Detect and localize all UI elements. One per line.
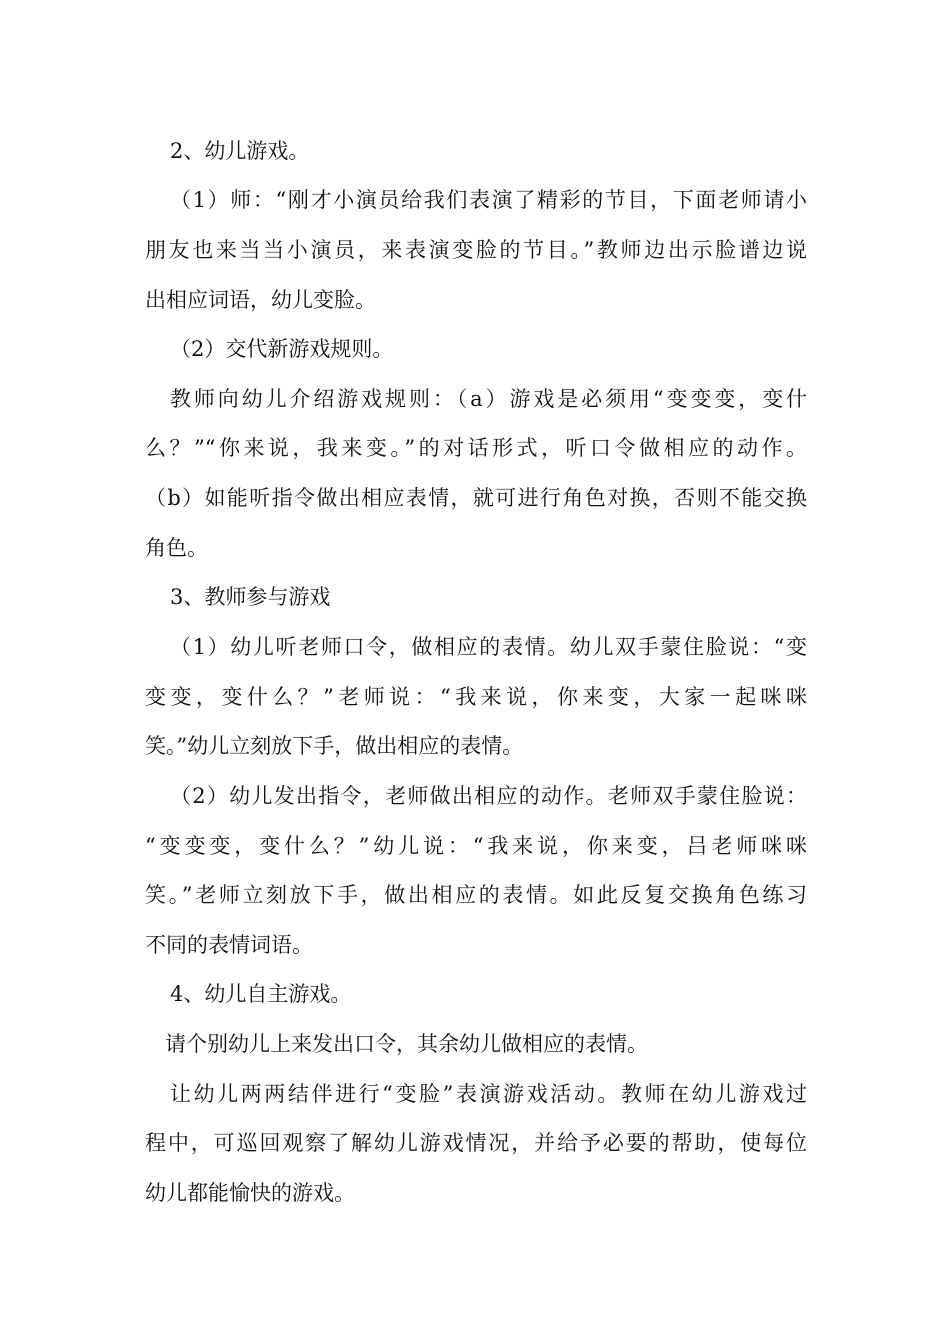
text-line: 笑。”老师立刻放下手，做出相应的表情。如此反复交换角色练习 xyxy=(145,883,807,907)
text-line: （b）如能听指令做出相应表情，就可进行角色对换，否则不能交换 xyxy=(145,486,807,510)
text-line: 朋友也来当当小演员，来表演变脸的节目。”教师边出示脸谱边说 xyxy=(145,238,807,262)
text-line: 程中，可巡回观察了解幼儿游戏情况，并给予必要的帮助，使每位 xyxy=(145,1131,807,1155)
text-line: 2、幼儿游戏。 xyxy=(170,139,310,163)
text-line: （2）幼儿发出指令，老师做出相应的动作。老师双手蒙住脸说： xyxy=(170,784,807,808)
text-line: （2）交代新游戏规则。 xyxy=(170,337,394,361)
text-line: 让幼儿两两结伴进行“变脸”表演游戏活动。教师在幼儿游戏过 xyxy=(170,1082,807,1106)
text-line: 幼儿都能愉快的游戏。 xyxy=(145,1181,355,1205)
text-line: 变变，变什么？”老师说：“我来说，你来变，大家一起咪咪 xyxy=(145,685,807,709)
text-line: 请个别幼儿上来发出口令，其余幼儿做相应的表情。 xyxy=(165,1032,648,1056)
text-line: 4、幼儿自主游戏。 xyxy=(170,982,352,1006)
text-line: 笑。”幼儿立刻放下手，做出相应的表情。 xyxy=(145,734,524,758)
text-line: “变变变，变什么？”幼儿说：“我来说，你来变，吕老师咪咪 xyxy=(145,834,807,858)
text-line: 角色。 xyxy=(145,536,208,560)
text-line: 不同的表情词语。 xyxy=(145,933,313,957)
text-line: 么？”“你来说，我来变。”的对话形式，听口令做相应的动作。 xyxy=(145,436,807,460)
text-line: 教师向幼儿介绍游戏规则：（a）游戏是必须用“变变变，变什 xyxy=(170,387,807,411)
text-line: 出相应词语，幼儿变脸。 xyxy=(145,288,376,312)
text-line: （1）幼儿听老师口令，做相应的表情。幼儿双手蒙住脸说：“变 xyxy=(170,635,807,659)
text-line: 3、教师参与游戏 xyxy=(170,585,331,609)
text-line: （1）师：“刚才小演员给我们表演了精彩的节目，下面老师请小 xyxy=(170,188,807,212)
